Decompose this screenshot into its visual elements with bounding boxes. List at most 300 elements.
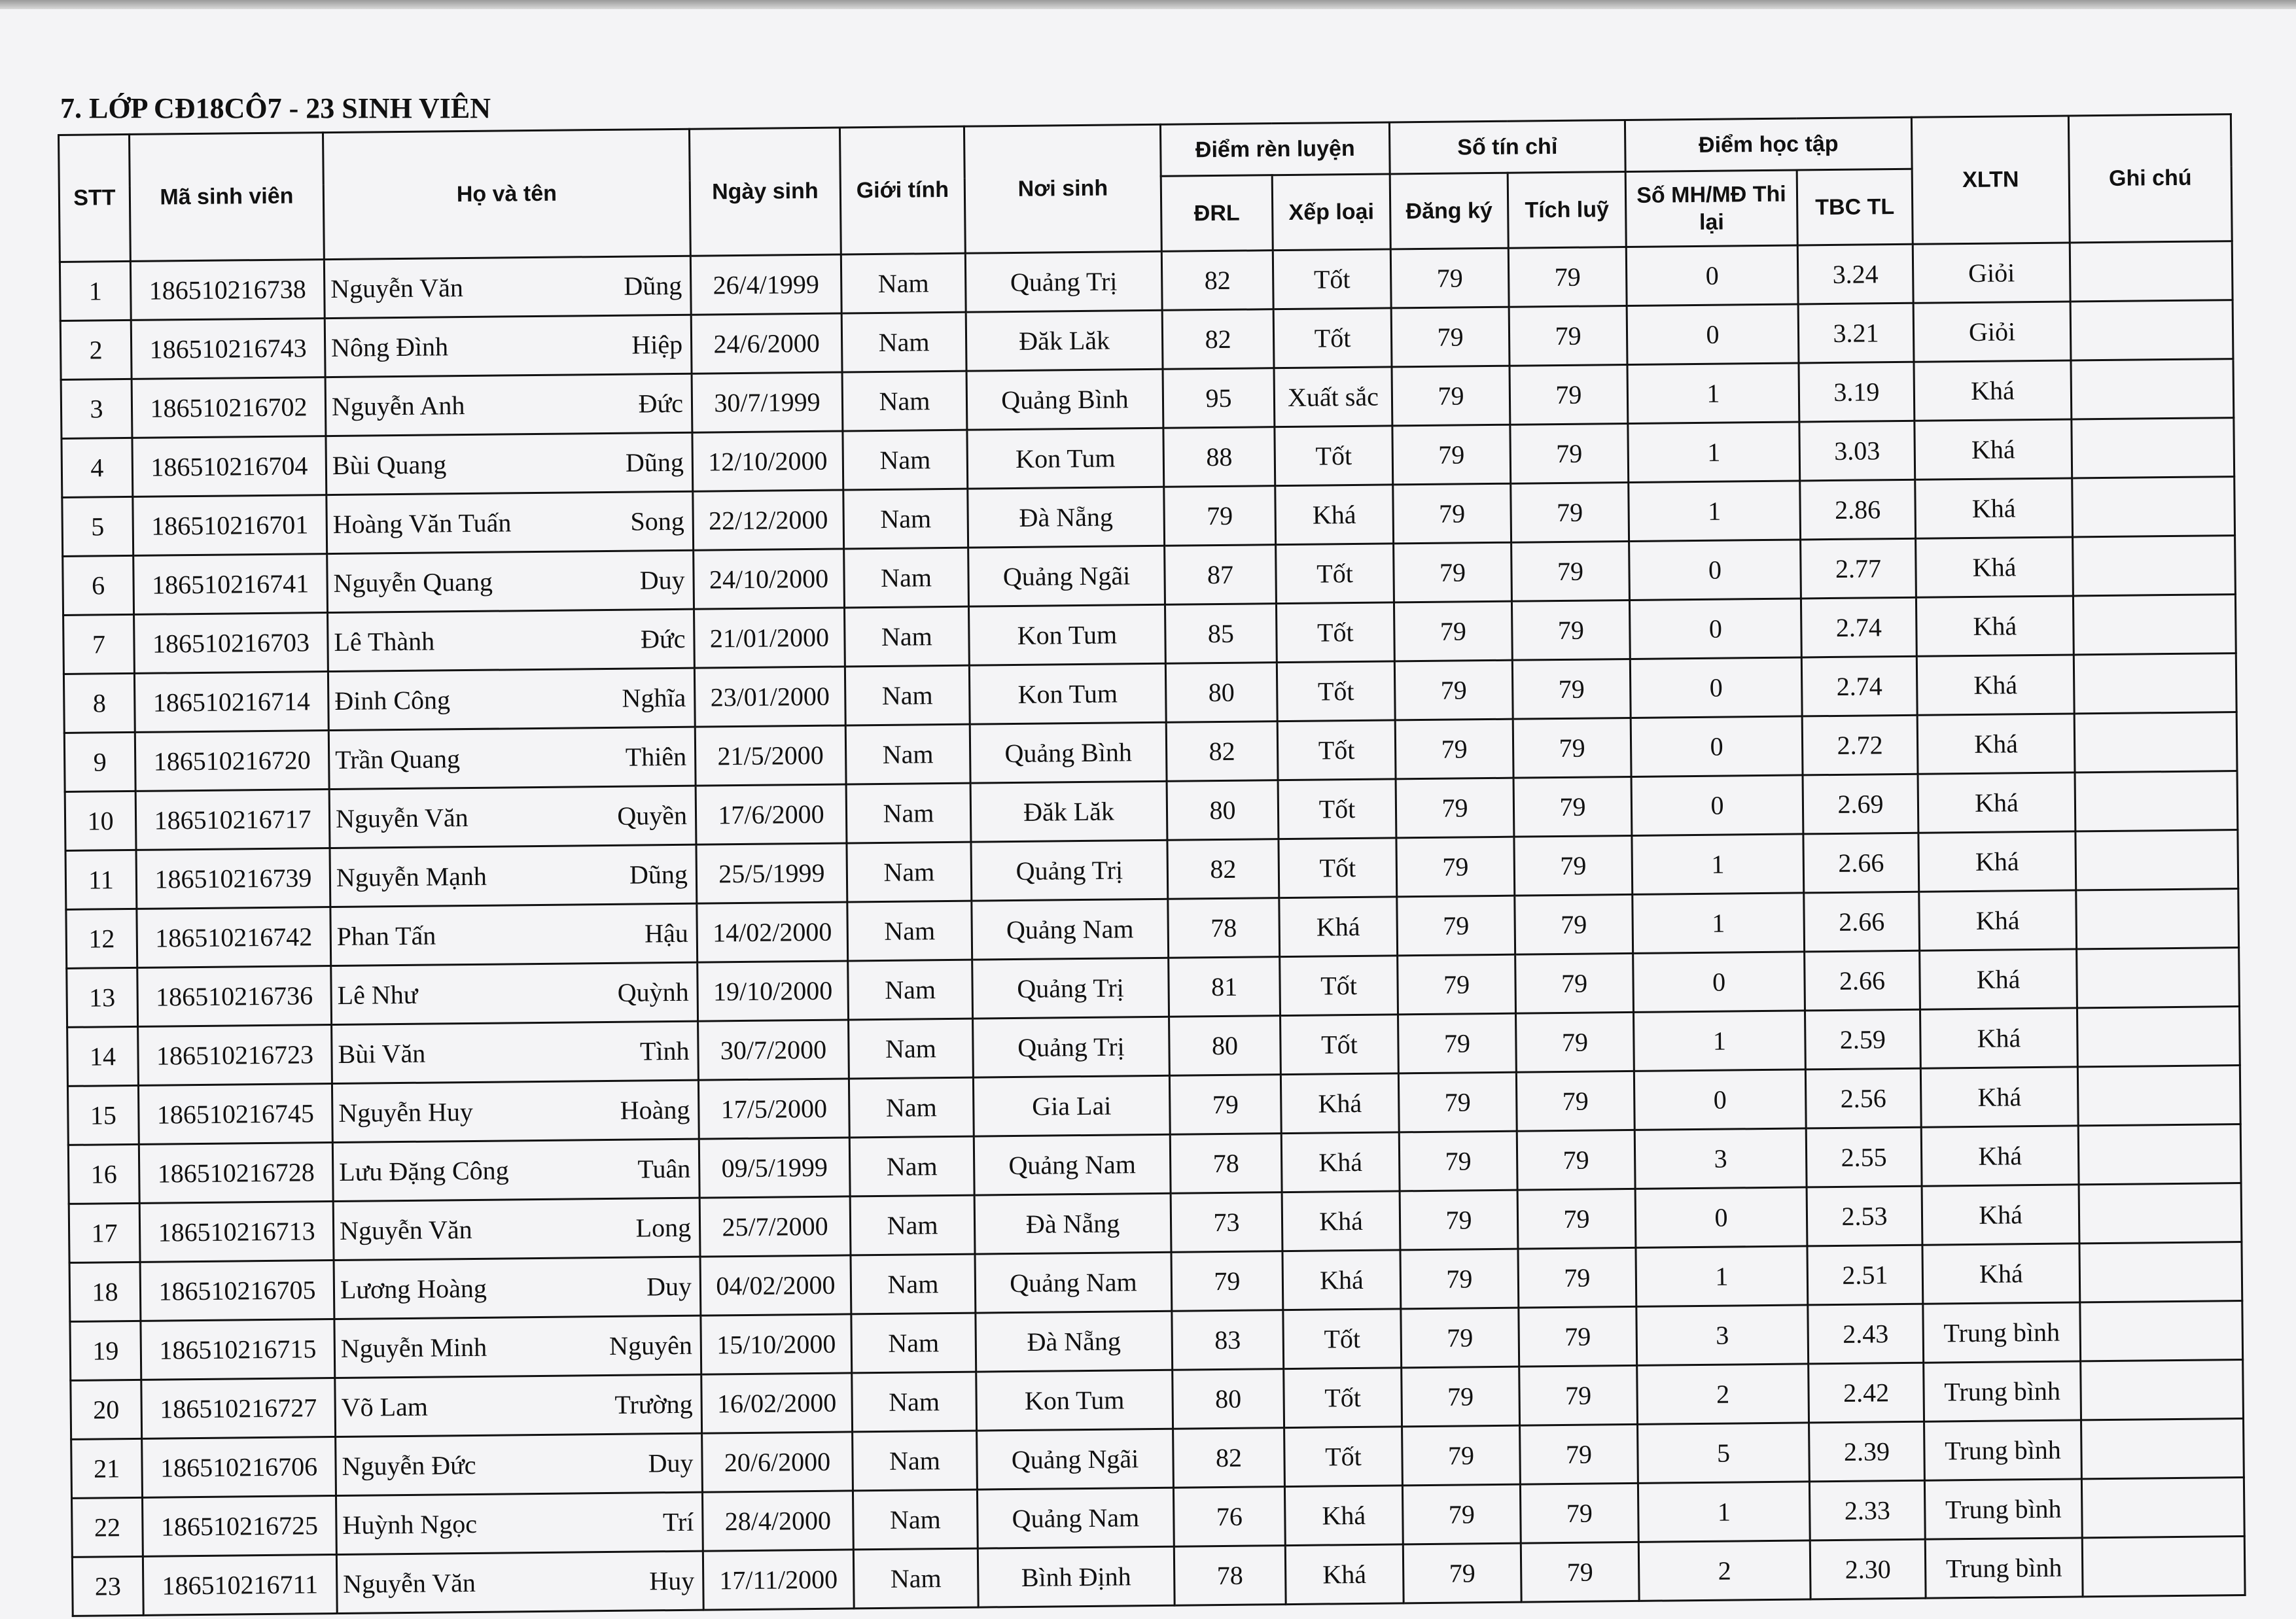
given-name: Quỳnh — [617, 977, 689, 1007]
cell-student-id: 186510216717 — [135, 790, 330, 850]
cell-gpa: 2.74 — [1801, 656, 1917, 716]
cell-retake-count: 3 — [1636, 1305, 1809, 1366]
cell-stt: 15 — [67, 1085, 139, 1145]
cell-gender: Nam — [853, 1489, 978, 1550]
cell-retake-count: 0 — [1631, 716, 1803, 777]
cell-conduct-rank: Khá — [1284, 1486, 1403, 1546]
surname-middle: Nguyễn Văn — [335, 803, 468, 833]
cell-graduation-rank: Khá — [1922, 1244, 2080, 1304]
cell-retake-count: 1 — [1629, 481, 1801, 542]
cell-full-name — [332, 1139, 699, 1201]
class-title: 7. LỚP CĐ18CÔ7 - 23 SINH VIÊN — [60, 92, 491, 124]
cell-graduation-rank: Khá — [1915, 419, 2072, 479]
cell-accumulated-credits: 79 — [1521, 1542, 1639, 1602]
cell-birthplace: Quảng Trị — [973, 1017, 1170, 1077]
header-registered-credits: Đăng ký — [1390, 173, 1508, 249]
cell-retake-count: 1 — [1633, 1011, 1805, 1071]
cell-full-name — [328, 668, 695, 730]
cell-gpa: 2.66 — [1803, 833, 1919, 893]
cell-gender: Nam — [849, 1136, 974, 1196]
cell-gender: Nam — [849, 1018, 974, 1079]
cell-stt: 16 — [68, 1144, 139, 1204]
cell-gpa: 2.69 — [1803, 774, 1918, 834]
cell-birth-date: 28/4/2000 — [702, 1491, 853, 1551]
cell-conduct-rank: Tốt — [1275, 426, 1393, 486]
cell-retake-count: 1 — [1633, 893, 1805, 954]
cell-birthplace: Quảng Nam — [972, 899, 1169, 960]
cell-accumulated-credits: 79 — [1508, 247, 1627, 307]
surname-middle: Bùi Quang — [332, 449, 447, 480]
cell-retake-count: 2 — [1637, 1364, 1809, 1425]
cell-full-name — [335, 1374, 702, 1436]
cell-registered-credits: 79 — [1398, 1013, 1517, 1073]
given-name: Duy — [646, 1271, 692, 1302]
cell-student-id: 186510216739 — [136, 848, 330, 909]
cell-student-id: 186510216705 — [140, 1261, 334, 1321]
cell-gender: Nam — [851, 1313, 976, 1373]
cell-conduct-score: 82 — [1166, 722, 1278, 782]
cell-accumulated-credits: 79 — [1519, 1365, 1638, 1425]
cell-graduation-rank: Khá — [1916, 596, 2074, 656]
cell-registered-credits: 79 — [1403, 1543, 1521, 1603]
cell-notes — [2079, 1242, 2242, 1302]
cell-notes — [2077, 1066, 2240, 1126]
cell-student-id: 186510216720 — [135, 731, 329, 792]
cell-conduct-rank: Tốt — [1277, 661, 1395, 722]
cell-accumulated-credits: 79 — [1511, 541, 1630, 601]
surname-middle: Huỳnh Ngọc — [342, 1508, 478, 1540]
cell-gpa: 2.30 — [1810, 1539, 1926, 1599]
cell-birthplace: Quảng Nam — [974, 1134, 1171, 1195]
cell-notes — [2077, 948, 2240, 1008]
cell-birth-date: 17/6/2000 — [696, 784, 847, 844]
cell-full-name — [329, 786, 696, 848]
cell-graduation-rank: Giỏi — [1913, 243, 2070, 303]
cell-notes — [2070, 300, 2233, 360]
cell-birth-date: 17/11/2000 — [703, 1550, 854, 1610]
cell-full-name — [326, 432, 693, 495]
cell-gpa: 2.55 — [1806, 1127, 1922, 1187]
cell-birth-date: 12/10/2000 — [692, 431, 843, 491]
cell-gender: Nam — [845, 665, 970, 725]
cell-conduct-score: 80 — [1169, 1016, 1281, 1076]
given-name: Tuân — [637, 1153, 691, 1184]
cell-conduct-rank: Tốt — [1278, 779, 1396, 839]
cell-student-id: 186510216723 — [138, 1025, 332, 1086]
cell-conduct-score: 81 — [1169, 957, 1280, 1017]
cell-graduation-rank: Khá — [1916, 655, 2074, 715]
cell-gender: Nam — [844, 548, 969, 608]
cell-retake-count: 1 — [1632, 834, 1804, 895]
cell-graduation-rank: Khá — [1921, 1126, 2079, 1186]
cell-gpa: 2.39 — [1809, 1421, 1925, 1482]
cell-stt: 3 — [61, 379, 132, 438]
cell-notes — [2077, 1007, 2240, 1067]
cell-gpa: 2.74 — [1801, 597, 1916, 657]
cell-conduct-score: 87 — [1165, 545, 1277, 605]
cell-accumulated-credits: 79 — [1517, 1189, 1636, 1249]
header-gpa: TBC TL — [1797, 169, 1913, 245]
given-name: Tình — [639, 1036, 690, 1066]
cell-gender: Nam — [845, 606, 970, 667]
cell-conduct-score: 80 — [1173, 1369, 1284, 1429]
cell-graduation-rank: Trung bình — [1924, 1420, 2082, 1480]
cell-graduation-rank: Giỏi — [1913, 302, 2071, 362]
cell-conduct-score: 82 — [1173, 1428, 1285, 1488]
cell-graduation-rank: Khá — [1915, 478, 2073, 538]
table-header — [59, 114, 2233, 262]
cell-student-id: 186510216703 — [134, 613, 328, 674]
cell-retake-count: 0 — [1633, 952, 1805, 1013]
cell-stt: 1 — [60, 261, 131, 321]
given-name: Trường — [614, 1389, 693, 1419]
cell-conduct-score: 79 — [1164, 486, 1276, 546]
cell-full-name — [324, 256, 691, 318]
cell-conduct-rank: Khá — [1281, 1132, 1400, 1192]
cell-conduct-rank: Tốt — [1279, 838, 1397, 898]
cell-birthplace: Quảng Ngãi — [968, 546, 1165, 606]
cell-conduct-rank: Khá — [1280, 1073, 1399, 1134]
cell-birthplace: Quảng Nam — [977, 1488, 1174, 1548]
cell-conduct-rank: Tốt — [1284, 1427, 1403, 1487]
cell-conduct-score: 79 — [1169, 1075, 1281, 1135]
given-name: Thiên — [625, 741, 687, 772]
surname-middle: Nguyễn Văn — [343, 1567, 476, 1599]
given-name: Long — [635, 1212, 692, 1243]
given-name: Hoàng — [620, 1094, 690, 1125]
header-conduct-score: ĐRL — [1161, 175, 1273, 252]
cell-registered-credits: 79 — [1402, 1425, 1521, 1486]
cell-notes — [2074, 653, 2236, 714]
cell-full-name — [336, 1551, 703, 1613]
header-stt: STT — [59, 134, 131, 262]
cell-registered-credits: 79 — [1391, 307, 1510, 367]
cell-full-name — [332, 1080, 699, 1142]
cell-retake-count: 0 — [1635, 1187, 1807, 1248]
given-name: Hiệp — [631, 329, 683, 360]
header-full-name: Họ và tên — [323, 129, 690, 259]
cell-gender: Nam — [841, 253, 966, 313]
cell-registered-credits: 79 — [1402, 1367, 1520, 1427]
cell-graduation-rank: Trung bình — [1925, 1538, 2083, 1598]
cell-accumulated-credits: 79 — [1516, 1012, 1634, 1072]
cell-conduct-score: 83 — [1172, 1310, 1284, 1370]
cell-gpa: 2.53 — [1807, 1186, 1922, 1246]
cell-stt: 7 — [63, 614, 135, 674]
given-name: Trí — [662, 1506, 694, 1537]
surname-middle: Trần Quang — [334, 744, 461, 775]
cell-retake-count: 5 — [1638, 1423, 1810, 1484]
header-birthplace: Nơi sinh — [964, 124, 1161, 253]
cell-registered-credits: 79 — [1396, 778, 1514, 838]
cell-conduct-rank: Tốt — [1276, 602, 1394, 663]
cell-retake-count: 0 — [1627, 304, 1799, 365]
cell-birthplace: Đà Nẵng — [974, 1193, 1171, 1254]
cell-registered-credits: 79 — [1398, 1072, 1517, 1132]
cell-conduct-rank: Khá — [1275, 485, 1394, 545]
cell-full-name — [334, 1257, 701, 1319]
cell-retake-count: 3 — [1634, 1128, 1807, 1189]
header-notes: Ghi chú — [2068, 114, 2232, 243]
header-birth-date: Ngày sinh — [689, 128, 841, 256]
cell-student-id: 186510216713 — [139, 1202, 334, 1262]
cell-registered-credits: 79 — [1395, 719, 1513, 779]
cell-notes — [2073, 536, 2236, 596]
cell-stt: 2 — [60, 320, 132, 379]
cell-birth-date: 15/10/2000 — [701, 1314, 852, 1374]
cell-full-name — [330, 844, 697, 907]
cell-registered-credits: 79 — [1396, 837, 1515, 897]
cell-student-id: 186510216711 — [143, 1555, 337, 1616]
cell-notes — [2081, 1478, 2244, 1538]
cell-retake-count: 0 — [1634, 1070, 1806, 1130]
cell-registered-credits: 79 — [1401, 1308, 1519, 1368]
cell-accumulated-credits: 79 — [1515, 953, 1634, 1013]
cell-birth-date: 16/02/2000 — [701, 1373, 853, 1433]
cell-gpa: 3.21 — [1798, 303, 1914, 363]
cell-notes — [2076, 889, 2239, 949]
cell-retake-count: 0 — [1630, 657, 1802, 718]
cell-stt: 18 — [69, 1262, 141, 1321]
cell-birthplace: Kon Tum — [968, 604, 1165, 665]
surname-middle: Nguyễn Văn — [330, 273, 464, 304]
cell-birthplace: Quảng Nam — [975, 1252, 1172, 1313]
cell-notes — [2080, 1301, 2243, 1361]
cell-registered-credits: 79 — [1394, 601, 1512, 661]
cell-birthplace: Đà Nẵng — [968, 487, 1165, 548]
cell-notes — [2075, 771, 2238, 831]
cell-conduct-score: 88 — [1163, 427, 1275, 487]
header-student-id: Mã sinh viên — [130, 133, 325, 262]
cell-graduation-rank: Khá — [1920, 1008, 2077, 1068]
header-accumulated-credits: Tích luỹ — [1508, 172, 1626, 249]
cell-retake-count: 1 — [1638, 1482, 1810, 1542]
cell-student-id: 186510216715 — [141, 1319, 335, 1380]
cell-student-id: 186510216743 — [131, 319, 325, 379]
cell-accumulated-credits: 79 — [1517, 1130, 1635, 1190]
cell-gpa: 3.19 — [1799, 362, 1915, 422]
cell-student-id: 186510216738 — [130, 260, 325, 321]
cell-full-name — [327, 491, 694, 553]
cell-graduation-rank: Trung bình — [1924, 1361, 2081, 1421]
cell-stt: 23 — [72, 1556, 143, 1616]
cell-stt: 4 — [62, 438, 133, 497]
cell-conduct-score: 79 — [1171, 1251, 1283, 1312]
cell-retake-count: 1 — [1627, 363, 1799, 424]
cell-retake-count: 1 — [1636, 1246, 1808, 1307]
surname-middle: Lương Hoàng — [340, 1273, 487, 1304]
cell-graduation-rank: Khá — [1918, 831, 2076, 892]
cell-gpa: 2.77 — [1801, 538, 1916, 599]
cell-graduation-rank: Khá — [1922, 1185, 2079, 1245]
cell-birth-date: 25/5/1999 — [696, 843, 847, 903]
cell-birthplace: Đà Nẵng — [976, 1311, 1173, 1372]
scan-edge — [0, 0, 2296, 9]
cell-retake-count: 0 — [1626, 245, 1798, 306]
cell-notes — [2081, 1360, 2244, 1420]
cell-birth-date: 04/02/2000 — [700, 1255, 851, 1315]
surname-middle: Nguyễn Đức — [342, 1450, 476, 1481]
cell-birth-date: 23/01/2000 — [694, 667, 845, 727]
header-conduct-score-group: Điểm rèn luyện — [1160, 122, 1390, 176]
cell-conduct-score: 82 — [1167, 839, 1279, 899]
cell-conduct-score: 78 — [1174, 1546, 1286, 1606]
cell-student-id: 186510216745 — [138, 1084, 332, 1145]
cell-conduct-score: 82 — [1162, 309, 1274, 370]
cell-gender: Nam — [853, 1548, 978, 1609]
cell-conduct-rank: Tốt — [1273, 308, 1392, 368]
cell-accumulated-credits: 79 — [1515, 894, 1633, 954]
cell-accumulated-credits: 79 — [1512, 659, 1631, 719]
cell-gpa: 2.66 — [1804, 892, 1920, 952]
cell-birth-date: 30/7/1999 — [692, 372, 843, 432]
cell-gpa: 2.72 — [1802, 715, 1918, 775]
cell-stt: 22 — [72, 1497, 143, 1557]
cell-stt: 20 — [71, 1380, 142, 1439]
cell-stt: 11 — [65, 850, 137, 909]
cell-conduct-rank: Tốt — [1283, 1309, 1402, 1369]
header-conduct-rank: Xếp loại — [1272, 174, 1390, 251]
cell-student-id: 186510216736 — [137, 966, 332, 1027]
cell-student-id: 186510216727 — [141, 1378, 336, 1439]
surname-middle: Nguyễn Anh — [331, 391, 465, 421]
cell-gpa: 3.24 — [1797, 244, 1913, 304]
cell-full-name — [325, 315, 692, 377]
cell-stt: 14 — [67, 1026, 139, 1086]
cell-graduation-rank: Trung bình — [1923, 1302, 2081, 1363]
cell-stt: 17 — [69, 1203, 140, 1262]
cell-notes — [2073, 595, 2236, 655]
cell-birth-date: 21/5/2000 — [695, 725, 846, 786]
cell-stt: 10 — [65, 791, 136, 850]
cell-retake-count: 0 — [1629, 540, 1801, 601]
given-name: Song — [630, 506, 684, 536]
surname-middle: Phan Tấn — [336, 920, 436, 951]
cell-gender: Nam — [847, 901, 972, 961]
cell-birth-date: 24/6/2000 — [691, 313, 842, 374]
cell-notes — [2081, 1419, 2244, 1479]
cell-stt: 9 — [64, 732, 135, 792]
cell-accumulated-credits: 79 — [1510, 364, 1628, 425]
given-name: Dũng — [629, 859, 688, 890]
cell-conduct-rank: Khá — [1285, 1544, 1404, 1605]
surname-middle: Hoàng Văn Tuấn — [332, 508, 512, 539]
cell-registered-credits: 79 — [1397, 896, 1515, 956]
cell-birthplace: Kon Tum — [967, 428, 1164, 489]
cell-conduct-rank: Tốt — [1280, 1015, 1399, 1075]
cell-student-id: 186510216704 — [132, 436, 327, 497]
cell-student-id: 186510216701 — [133, 495, 327, 556]
cell-full-name — [325, 374, 692, 436]
cell-full-name — [331, 962, 698, 1024]
cell-gender: Nam — [850, 1195, 975, 1255]
header-retake-count: Số MH/MĐ Thi lại — [1625, 170, 1797, 247]
cell-conduct-rank: Tốt — [1273, 249, 1391, 309]
cell-conduct-rank: Khá — [1282, 1191, 1400, 1251]
cell-registered-credits: 79 — [1393, 483, 1511, 544]
cell-gender: Nam — [849, 1077, 974, 1138]
cell-stt: 12 — [66, 909, 137, 968]
cell-conduct-rank: Tốt — [1280, 956, 1398, 1016]
cell-birth-date: 26/4/1999 — [690, 254, 841, 315]
cell-accumulated-credits: 79 — [1520, 1483, 1638, 1543]
cell-birthplace: Kon Tum — [969, 663, 1166, 724]
cell-student-id: 186510216702 — [132, 377, 326, 438]
cell-conduct-score: 78 — [1170, 1134, 1282, 1194]
cell-accumulated-credits: 79 — [1509, 305, 1627, 366]
cell-stt: 13 — [67, 967, 138, 1027]
cell-student-id: 186510216725 — [143, 1496, 337, 1557]
cell-birth-date: 30/7/2000 — [698, 1020, 849, 1080]
cell-birth-date: 25/7/2000 — [699, 1196, 851, 1257]
cell-graduation-rank: Khá — [1916, 537, 2074, 597]
cell-birth-date: 22/12/2000 — [693, 490, 844, 550]
cell-graduation-rank: Khá — [1920, 949, 2077, 1009]
cell-student-id: 186510216728 — [139, 1143, 333, 1204]
surname-middle: Nguyễn Minh — [340, 1332, 487, 1363]
cell-birthplace: Đăk Lăk — [970, 781, 1167, 842]
cell-registered-credits: 79 — [1400, 1190, 1518, 1250]
cell-gpa: 2.86 — [1800, 479, 1916, 540]
cell-conduct-score: 95 — [1163, 368, 1275, 428]
cell-gender: Nam — [846, 783, 971, 843]
cell-birth-date: 14/02/2000 — [697, 902, 848, 962]
given-name: Đức — [640, 623, 686, 654]
cell-birth-date: 09/5/1999 — [699, 1138, 850, 1198]
cell-stt: 5 — [62, 496, 133, 556]
cell-full-name — [330, 903, 698, 966]
student-results-table — [58, 113, 2246, 1617]
cell-accumulated-credits: 79 — [1514, 835, 1633, 896]
cell-full-name — [328, 609, 695, 671]
cell-student-id: 186510216742 — [137, 907, 331, 968]
surname-middle: Nguyễn Quang — [333, 566, 493, 598]
cell-registered-credits: 79 — [1390, 248, 1509, 308]
surname-middle: Lê Thành — [334, 626, 435, 657]
cell-accumulated-credits: 79 — [1513, 776, 1632, 837]
cell-graduation-rank: Khá — [1920, 1067, 2078, 1127]
given-name: Nghĩa — [622, 682, 686, 713]
given-name: Đức — [638, 388, 684, 419]
cell-full-name — [333, 1198, 700, 1260]
cell-full-name — [336, 1433, 703, 1495]
cell-gender: Nam — [853, 1431, 978, 1491]
cell-graduation-rank: Khá — [1917, 714, 2075, 774]
cell-conduct-rank: Tốt — [1284, 1368, 1402, 1428]
surname-middle: Nguyễn Mạnh — [336, 861, 487, 892]
cell-retake-count: 0 — [1631, 775, 1803, 836]
cell-retake-count: 2 — [1638, 1541, 1810, 1601]
given-name: Dũng — [625, 447, 684, 478]
cell-conduct-score: 78 — [1168, 898, 1280, 958]
cell-birthplace: Gia Lai — [973, 1075, 1170, 1136]
cell-stt: 21 — [71, 1438, 143, 1498]
cell-birth-date: 20/6/2000 — [702, 1432, 853, 1492]
surname-middle: Đinh Công — [334, 685, 451, 716]
cell-retake-count: 1 — [1628, 422, 1800, 483]
cell-gender: Nam — [852, 1372, 977, 1432]
cell-graduation-rank: Khá — [1918, 773, 2075, 833]
cell-gender: Nam — [843, 430, 968, 490]
given-name: Nguyên — [609, 1330, 693, 1361]
cell-student-id: 186510216714 — [134, 672, 328, 733]
cell-accumulated-credits: 79 — [1516, 1071, 1634, 1131]
cell-birth-date: 19/10/2000 — [698, 961, 849, 1021]
cell-notes — [2082, 1537, 2245, 1597]
surname-middle: Nông Đình — [330, 332, 449, 363]
header-credits-group: Số tín chỉ — [1389, 120, 1625, 174]
cell-conduct-rank: Khá — [1282, 1250, 1401, 1310]
